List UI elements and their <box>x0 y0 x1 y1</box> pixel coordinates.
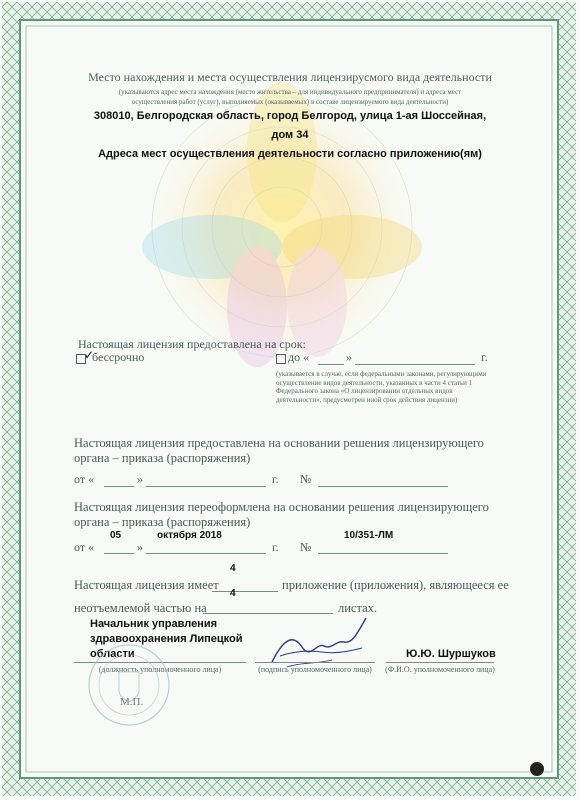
until-mid: » <box>346 350 352 364</box>
attachment-count-line <box>212 591 278 592</box>
checkmark-icon: ✓ <box>84 348 95 362</box>
addresses-note: Адреса мест осуществления деятельности согласно приложению(ям) <box>98 148 482 160</box>
signer-name: Ю.Ю. Шуршуков <box>406 648 496 660</box>
term-label: Настоящая лицензия предоставлена на срок: <box>78 337 306 351</box>
signature-scribble <box>262 612 372 672</box>
indefinite-label: бессрочно <box>92 350 145 364</box>
until-label: до « <box>288 350 310 364</box>
grant-line1: Настоящая лицензия предоставлена на основании решения лицензирующего <box>74 436 484 450</box>
reissue-from-mid: » <box>137 540 143 554</box>
reissue-year-label: г. <box>272 540 279 554</box>
reissue-day: 05 <box>110 530 122 541</box>
signature-caption: (подпись уполномоченного лица) <box>258 665 372 674</box>
position-caption: (должность уполномоченного лица) <box>98 665 222 674</box>
until-year: г. <box>481 350 488 364</box>
reissue-number: 10/351-ЛМ <box>344 530 394 541</box>
grant-day-line <box>104 486 134 487</box>
attachment-sheets: 4 <box>230 588 236 599</box>
name-caption: (Ф.И.О. уполномоченного лица) <box>385 665 495 674</box>
header-title: Место нахождения и места осуществления лицензирусмого вида деятельности <box>88 70 492 84</box>
position-line3: области <box>90 648 135 660</box>
reissue-num-label: № <box>300 540 312 554</box>
position-line1: Начальник управления <box>90 618 218 630</box>
seal-label: М.П. <box>120 696 144 708</box>
grant-num-label: № <box>300 472 312 486</box>
grant-month-line <box>146 486 266 487</box>
grant-from-mid: » <box>137 472 143 486</box>
reissue-from-label: от « <box>74 540 95 554</box>
reissue-day-line <box>104 553 134 554</box>
reissue-line2: органа – приказа (распоряжения) <box>74 515 251 529</box>
until-note: (указывается в случае, если федеральными законами, регулирующими осуществление видов деятельности, указанных в части 4 статьи 1 Федерального закона «О лицензировании отдельных видов деятельности», предусмотрен иной срок действия лицензии) <box>276 370 487 404</box>
name-line <box>386 662 494 663</box>
attachment-line2-before: неотъемлемой частью на <box>74 601 207 615</box>
attachment-text-before: Настоящая лицензия имеет <box>74 578 219 592</box>
address-line2: дом 34 <box>271 129 309 141</box>
grant-from-label: от « <box>74 472 95 486</box>
grant-year-label: г. <box>272 472 279 486</box>
address-line1: 308010, Белгородская область, город Белгород, улица 1-ая Шоссейная, <box>93 110 487 122</box>
grant-num-line <box>318 486 448 487</box>
reissue-month: октября 2018 <box>157 530 222 541</box>
signature-line <box>255 662 375 663</box>
reissue-month-line <box>146 553 266 554</box>
reissue-line1: Настоящая лицензия переоформлена на основании решения лицензирующего <box>74 500 489 514</box>
until-month-line <box>355 364 475 365</box>
position-line2: здравоохранения Липецкой <box>90 633 243 645</box>
punch-hole-mark <box>530 762 544 776</box>
attachment-sheets-label: листах. <box>338 601 378 615</box>
header-note-line1: (указываются адрес места нахождения (место жительства – для индивидуального предпринимателя) и адреса мест <box>118 88 462 96</box>
attachment-text-after: приложение (приложения), являющееся ее <box>282 578 509 592</box>
attachment-count: 4 <box>230 563 236 574</box>
reissue-num-line <box>318 553 448 554</box>
grant-line2: органа – приказа (распоряжения) <box>74 451 251 465</box>
until-day-line <box>318 364 344 365</box>
header-note-line2: осуществления работ (услуг), выполняемых (оказываемых) в составе лицензируемого вида деятельности) <box>131 98 449 106</box>
until-checkbox <box>276 354 286 364</box>
seal-stamp <box>84 640 174 730</box>
